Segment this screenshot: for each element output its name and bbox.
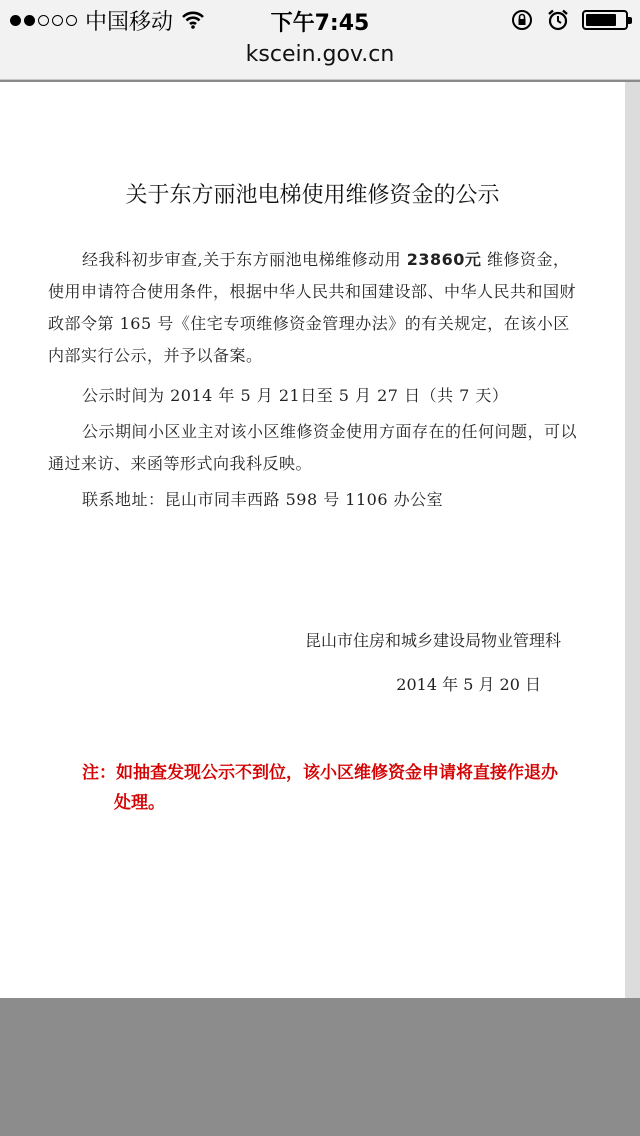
rotation-lock-icon (510, 8, 534, 32)
fund-amount: 23860元 (406, 250, 482, 269)
paragraph-address (48, 484, 578, 516)
url-bar[interactable] (0, 40, 640, 80)
signature-org: 昆山市住房和城乡建设局物业管理科 (304, 631, 561, 650)
paragraph-period-text: 公示时间为 2014 年 5 月 21日至 5 月 27 日（共 7 天） (82, 386, 509, 405)
url-text: kscein.gov.cn (245, 42, 395, 67)
warning-note: 注：如抽查发现公示不到位，该小区维修资金申请将直接作退办处理。 (82, 763, 558, 813)
status-bar (0, 0, 640, 40)
status-right (510, 6, 628, 34)
page-background (0, 998, 640, 1136)
paragraph-review-rest: 维修资金，使用申请符合使用条件，根据中华人民共和国建设部、中华人民共和国财政部令第 165 号《住宅专项维修资金管理办法》的有关规定，在该小区内部实行公示，并予以备案。 (48, 250, 577, 365)
paragraph-period (48, 380, 578, 412)
document-page (0, 82, 625, 998)
paragraph-address-text: 联系地址：昆山市同丰西路 598 号 1106 办公室 (82, 490, 444, 509)
carrier-name: 中国移动 (85, 9, 174, 35)
page-edge (625, 82, 640, 998)
paragraph-feedback (48, 416, 578, 480)
status-time: 下午7:45 (270, 11, 370, 36)
alarm-icon (546, 8, 570, 32)
signature-date: 2014 年 5 月 20 日 (396, 675, 541, 694)
battery-icon (582, 10, 628, 30)
paragraph-review-text: 经我科初步审查,关于东方丽池电梯维修动用 (82, 250, 402, 269)
page-title: 关于东方丽池电梯使用维修资金的公示 (125, 183, 500, 208)
paragraph-feedback-text: 公示期间小区业主对该小区维修资金使用方面存在的任何问题，可以通过来访、来函等形式向我科反映。 (48, 422, 578, 473)
paragraph-review (48, 244, 578, 372)
